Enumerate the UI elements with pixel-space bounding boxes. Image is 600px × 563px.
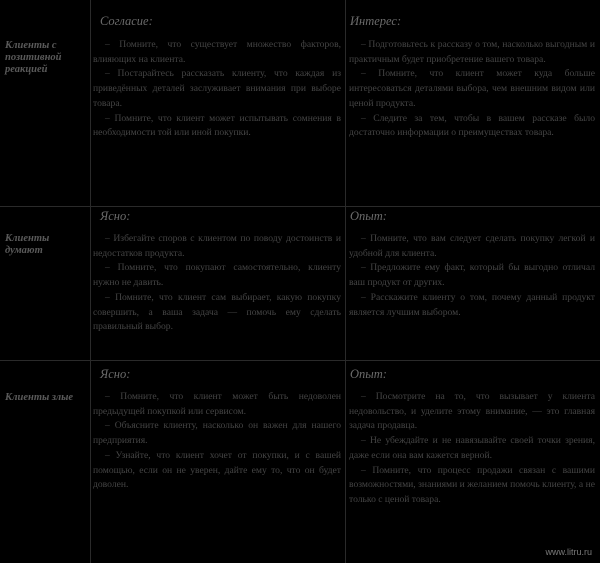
cell-text — [93, 232, 341, 335]
cell-text — [93, 390, 341, 493]
column-heading: Интерес: — [350, 14, 402, 28]
cell-text — [93, 38, 341, 141]
column-heading: Ясно: — [100, 367, 131, 381]
row-divider-2 — [0, 360, 600, 361]
list-item: – Помните, что клиент может испытывать сомнения в необходимости той или иной покупки. — [93, 112, 341, 141]
column-heading: Опыт: — [350, 367, 387, 381]
cell-text — [349, 232, 595, 320]
column-heading: Согласие: — [100, 14, 153, 28]
column-heading: Ясно: — [100, 209, 131, 223]
list-item: – Объясните клиенту, насколько он важен для нашего предприятия. — [93, 419, 341, 448]
list-item: – Предложите ему факт, который бы выгодно отличал ваш продукт от других. — [349, 261, 595, 290]
column-heading: Опыт: — [350, 209, 387, 223]
list-item: – Помните, что клиент сам выбирает, какую покупку совершить, а ваша задача — помочь ему сделать правильный выбор. — [93, 291, 341, 335]
list-item: – Узнайте, что клиент хочет от покупки, и с вашей помощью, если он не уверен, дайте ему то, что он будет доволен. — [93, 449, 341, 493]
list-item: – Помните, что клиент может быть недоволен предыдущей покупкой или сервисом. — [93, 390, 341, 419]
list-item: – Подготовьтесь к рассказу о том, насколько выгодным и практичным будет приобретение вашего товара. — [349, 38, 595, 67]
watermark: www.litru.ru — [545, 547, 592, 557]
column-divider-left — [90, 0, 91, 563]
list-item: – Помните, что клиент может куда больше интересоваться деталями выбора, чем внешним видом или ценой продукта. — [349, 67, 595, 111]
list-item: – Следите за тем, чтобы в вашем рассказе было достаточно информации о преимуществах товара. — [349, 112, 595, 141]
list-item: – Избегайте споров с клиентом по поводу достоинств и недостатков продукта. — [93, 232, 341, 261]
list-item: – Расскажите клиенту о том, почему данный продукт является лучшим выбором. — [349, 291, 595, 320]
row-divider-1 — [0, 206, 600, 207]
row-label: Клиенты с позитивной реакцией — [5, 40, 62, 75]
list-item: – Помните, что существует множество факторов, влияющих на клиента. — [93, 38, 341, 67]
list-item: – Помните, что покупают самостоятельно, клиенту нужно не давить. — [93, 261, 341, 290]
row-label: Клиенты думают — [5, 233, 50, 256]
cell-text — [349, 390, 595, 508]
column-divider-middle — [345, 0, 346, 563]
list-item: – Помните, что вам следует сделать покупку легкой и удобной для клиента. — [349, 232, 595, 261]
list-item: – Не убеждайте и не навязывайте своей точки зрения, даже если она вам кажется верной. — [349, 434, 595, 463]
cell-text — [349, 38, 595, 141]
list-item: – Помните, что процесс продажи связан с вашими возможностями, знаниями и желанием помочь клиенту, а не только с ценой товара. — [349, 464, 595, 508]
list-item: – Посмотрите на то, что вызывает у клиента недовольство, и уделите этому внимание, — это главная задача продавца. — [349, 390, 595, 434]
list-item: – Постарайтесь рассказать клиенту, что каждая из приведённых деталей заслуживает внимания при выборе товара. — [93, 67, 341, 111]
row-label: Клиенты злые — [5, 392, 74, 403]
